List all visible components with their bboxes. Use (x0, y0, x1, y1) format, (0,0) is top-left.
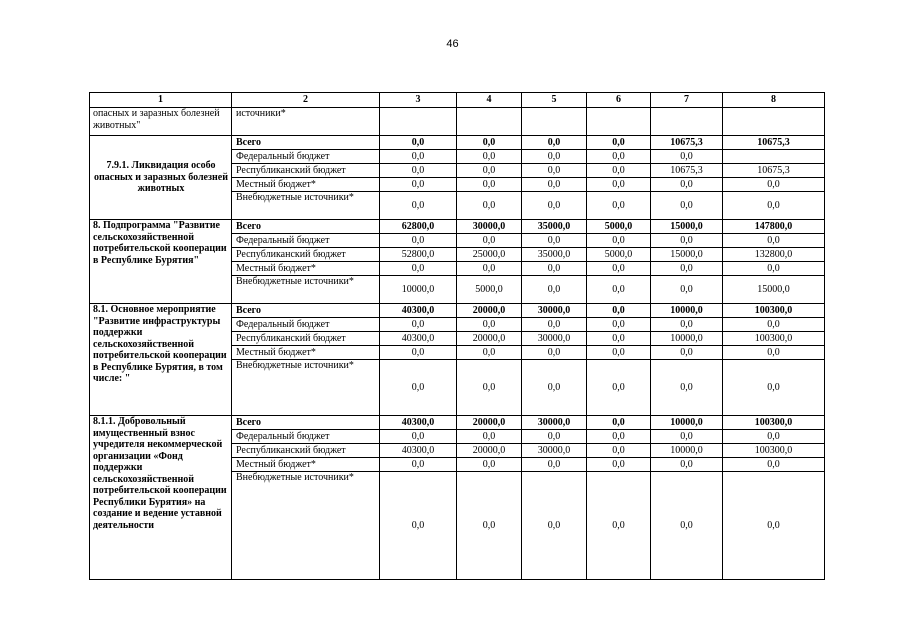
table-cell: 25000,0 (457, 248, 522, 262)
table-cell: 0,0 (380, 472, 457, 580)
table-cell: 0,0 (380, 318, 457, 332)
table-cell: 0,0 (587, 276, 651, 304)
column-header: 5 (522, 93, 587, 108)
funding-source: Местный бюджет* (232, 178, 380, 192)
column-header: 1 (90, 93, 232, 108)
total-row (90, 136, 825, 150)
table-cell: 0,0 (380, 234, 457, 248)
table-cell: 30000,0 (522, 444, 587, 458)
funding-source: Федеральный бюджет (232, 318, 380, 332)
funding-source: Республиканский бюджет (232, 248, 380, 262)
table-cell (457, 108, 522, 136)
table-cell: 30000,0 (522, 416, 587, 430)
funding-source: Внебюджетные источники* (232, 276, 380, 304)
table-cell: 20000,0 (457, 332, 522, 346)
table-cell: 0,0 (723, 458, 825, 472)
funding-source: Всего (232, 304, 380, 318)
table-cell: 0,0 (587, 318, 651, 332)
table-cell: 100300,0 (723, 444, 825, 458)
table-cell: 0,0 (651, 234, 723, 248)
table-cell: 0,0 (457, 192, 522, 220)
table-cell: 0,0 (587, 178, 651, 192)
table-header-row (90, 93, 825, 108)
table-cell (723, 108, 825, 136)
table-cell: 40300,0 (380, 304, 457, 318)
table-cell: 0,0 (522, 164, 587, 178)
table-cell: 100300,0 (723, 332, 825, 346)
table-cell: 15000,0 (651, 248, 723, 262)
program-name: 8.1.1. Добровольный имущественный взнос учредителя некоммерческой организации «Фонд поддержки сельскохозяйственной потребительской кооперации Республики Бурятия» на создание и ведение уставной деятельности (90, 416, 232, 580)
funding-source: Федеральный бюджет (232, 150, 380, 164)
table-cell: 52800,0 (380, 248, 457, 262)
table-cell: 0,0 (457, 430, 522, 444)
table-cell: 0,0 (380, 430, 457, 444)
table-cell: 0,0 (723, 318, 825, 332)
funding-source: источники* (232, 108, 380, 136)
table-cell: 0,0 (723, 262, 825, 276)
program-name: 8. Подпрограмма "Развитие сельскохозяйственной потребительской кооперации в Республике Бурятия" (90, 220, 232, 304)
table-cell: 0,0 (457, 234, 522, 248)
column-header: 4 (457, 93, 522, 108)
table-cell: 5000,0 (587, 220, 651, 234)
funding-source: Всего (232, 416, 380, 430)
table-cell: 0,0 (457, 346, 522, 360)
table-cell (587, 108, 651, 136)
table-cell: 0,0 (522, 346, 587, 360)
table-cell: 0,0 (380, 178, 457, 192)
table-cell: 15000,0 (723, 276, 825, 304)
continuation-row (90, 108, 825, 136)
table-cell: 0,0 (587, 360, 651, 416)
table-cell: 35000,0 (522, 220, 587, 234)
table-cell: 0,0 (457, 178, 522, 192)
table-cell: 30000,0 (522, 332, 587, 346)
table-cell: 0,0 (587, 192, 651, 220)
column-header: 7 (651, 93, 723, 108)
table-cell: 0,0 (522, 262, 587, 276)
table-cell (723, 150, 825, 164)
table-cell: 0,0 (457, 164, 522, 178)
table-cell: 0,0 (587, 136, 651, 150)
table-cell: 0,0 (651, 178, 723, 192)
funding-source: Федеральный бюджет (232, 430, 380, 444)
column-header: 6 (587, 93, 651, 108)
table-cell: 100300,0 (723, 304, 825, 318)
table-cell: 147800,0 (723, 220, 825, 234)
table-cell: 0,0 (651, 458, 723, 472)
table-cell: 15000,0 (651, 220, 723, 234)
program-name: 7.9.1. Ликвидация особо опасных и заразных болезней животных (90, 136, 232, 220)
table-cell: 20000,0 (457, 304, 522, 318)
table-cell: 0,0 (457, 150, 522, 164)
funding-source: Республиканский бюджет (232, 164, 380, 178)
funding-source: Всего (232, 136, 380, 150)
table-cell: 0,0 (457, 262, 522, 276)
table-cell: 0,0 (522, 360, 587, 416)
table-cell: 0,0 (522, 276, 587, 304)
table-cell: 0,0 (522, 136, 587, 150)
table-cell: 0,0 (587, 164, 651, 178)
table-cell: 0,0 (522, 472, 587, 580)
table-cell: 0,0 (380, 458, 457, 472)
table-cell: 0,0 (587, 430, 651, 444)
table-cell: 0,0 (651, 150, 723, 164)
table-cell: 0,0 (380, 136, 457, 150)
table-cell: 5000,0 (457, 276, 522, 304)
column-header: 8 (723, 93, 825, 108)
page-number: 46 (446, 38, 459, 50)
table-cell: 0,0 (457, 318, 522, 332)
table-cell: 0,0 (522, 430, 587, 444)
table-cell (380, 108, 457, 136)
table-cell: 10675,3 (651, 136, 723, 150)
table-cell: 0,0 (380, 150, 457, 164)
table-cell: 0,0 (651, 430, 723, 444)
total-row (90, 304, 825, 318)
funding-source: Федеральный бюджет (232, 234, 380, 248)
table-cell: 0,0 (587, 304, 651, 318)
table-cell: 0,0 (587, 472, 651, 580)
funding-source: Местный бюджет* (232, 458, 380, 472)
table-cell: 20000,0 (457, 444, 522, 458)
program-name: опасных и заразных болезней животных" (90, 108, 232, 136)
table-cell: 0,0 (587, 444, 651, 458)
table-cell: 0,0 (457, 360, 522, 416)
table-cell: 0,0 (587, 262, 651, 276)
table-cell: 132800,0 (723, 248, 825, 262)
table-cell: 0,0 (522, 150, 587, 164)
table-cell: 0,0 (651, 360, 723, 416)
table-cell: 0,0 (522, 178, 587, 192)
funding-source: Внебюджетные источники* (232, 192, 380, 220)
table-cell: 0,0 (723, 192, 825, 220)
funding-source: Республиканский бюджет (232, 332, 380, 346)
table-cell: 0,0 (651, 318, 723, 332)
table-cell: 40300,0 (380, 444, 457, 458)
funding-source: Республиканский бюджет (232, 444, 380, 458)
table-cell: 0,0 (587, 346, 651, 360)
table-cell: 10675,3 (651, 164, 723, 178)
table-cell: 0,0 (380, 192, 457, 220)
table-cell: 10000,0 (651, 416, 723, 430)
table-cell: 10675,3 (723, 164, 825, 178)
budget-table (89, 92, 825, 580)
table-cell: 0,0 (651, 276, 723, 304)
table-cell: 0,0 (380, 164, 457, 178)
table-cell: 0,0 (651, 472, 723, 580)
table-cell: 10000,0 (651, 304, 723, 318)
table-cell (651, 108, 723, 136)
table-cell: 0,0 (457, 458, 522, 472)
table-cell: 40300,0 (380, 416, 457, 430)
table-cell: 40300,0 (380, 332, 457, 346)
table-cell: 62800,0 (380, 220, 457, 234)
table-cell: 0,0 (522, 234, 587, 248)
table-cell: 0,0 (723, 178, 825, 192)
total-row (90, 220, 825, 234)
funding-source: Всего (232, 220, 380, 234)
table-cell: 0,0 (587, 416, 651, 430)
table-cell (522, 108, 587, 136)
table-cell: 0,0 (380, 360, 457, 416)
column-header: 2 (232, 93, 380, 108)
table-cell: 0,0 (723, 430, 825, 444)
funding-source: Местный бюджет* (232, 262, 380, 276)
table-cell: 0,0 (723, 360, 825, 416)
table-cell: 0,0 (522, 318, 587, 332)
table-cell: 10000,0 (651, 444, 723, 458)
funding-source: Внебюджетные источники* (232, 472, 380, 580)
table-cell: 10000,0 (380, 276, 457, 304)
program-name: 8.1. Основное мероприятие "Развитие инфраструктуры поддержки сельскохозяйственной потребительской кооперации в Республике Бурятия, в том числе: " (90, 304, 232, 416)
table-cell: 0,0 (587, 150, 651, 164)
table-cell: 0,0 (651, 192, 723, 220)
table-cell: 0,0 (723, 234, 825, 248)
column-header: 3 (380, 93, 457, 108)
table-cell: 5000,0 (587, 248, 651, 262)
table-cell: 0,0 (587, 458, 651, 472)
table-cell: 0,0 (587, 332, 651, 346)
table-cell: 100300,0 (723, 416, 825, 430)
table-cell: 0,0 (457, 472, 522, 580)
funding-source: Внебюджетные источники* (232, 360, 380, 416)
table-cell: 0,0 (457, 136, 522, 150)
table-cell: 0,0 (723, 346, 825, 360)
table-cell: 20000,0 (457, 416, 522, 430)
table-cell: 0,0 (587, 234, 651, 248)
table-cell: 10000,0 (651, 332, 723, 346)
table-cell: 0,0 (651, 262, 723, 276)
table-cell: 30000,0 (522, 304, 587, 318)
table-cell: 0,0 (651, 346, 723, 360)
table-cell: 0,0 (380, 262, 457, 276)
total-row (90, 416, 825, 430)
table-cell: 10675,3 (723, 136, 825, 150)
funding-source: Местный бюджет* (232, 346, 380, 360)
table-cell: 0,0 (522, 192, 587, 220)
table-cell: 0,0 (522, 458, 587, 472)
table-cell: 0,0 (380, 346, 457, 360)
table-cell: 35000,0 (522, 248, 587, 262)
table-cell: 0,0 (723, 472, 825, 580)
table-cell: 30000,0 (457, 220, 522, 234)
